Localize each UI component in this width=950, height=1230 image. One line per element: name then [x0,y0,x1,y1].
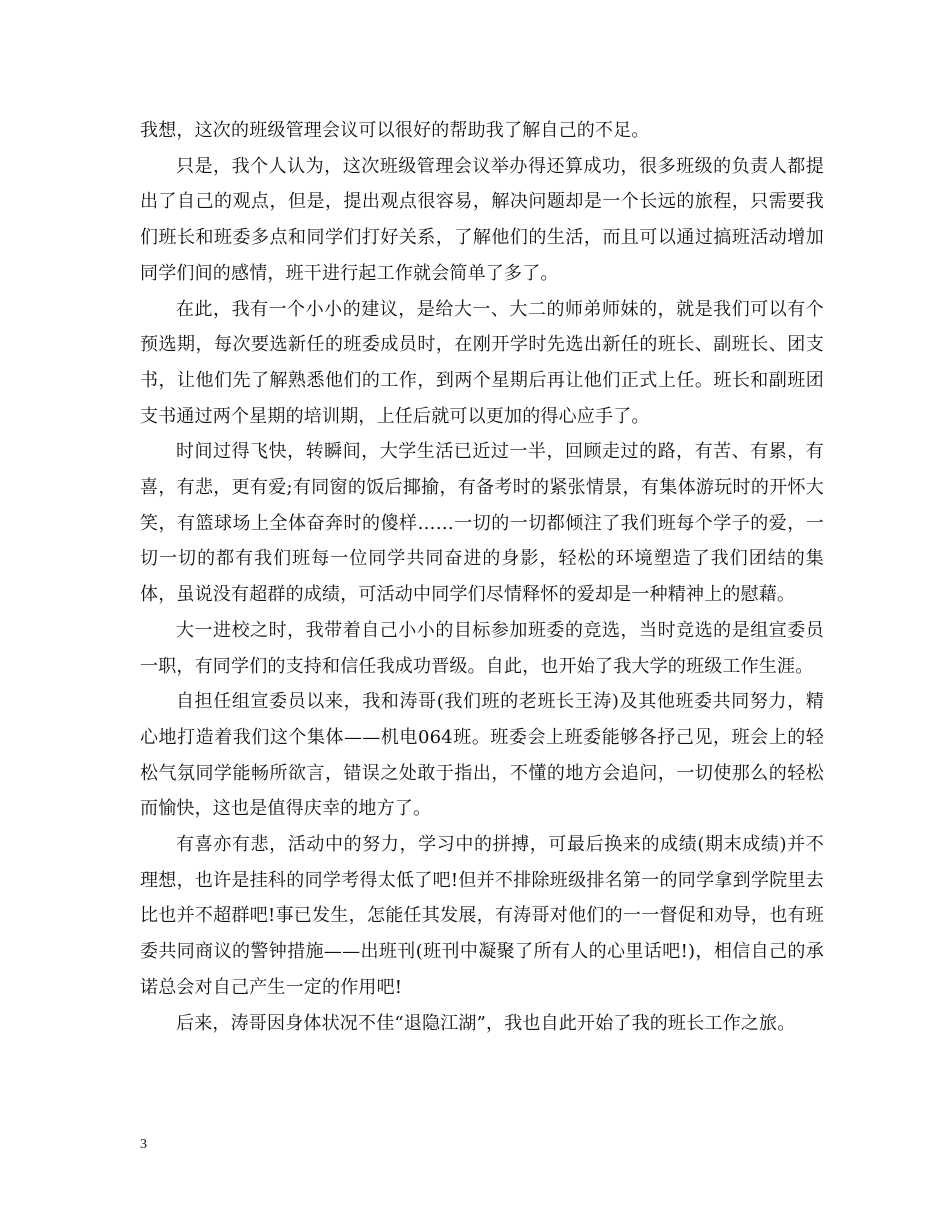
paragraph-3: 在此，我有一个小小的建议，是给大一、大二的师弟师妹的，就是我们可以有个预选期，每次要选新任的班委成员时，在刚开学时先选出新任的班长、副班长、团支书，让他们先了解熟悉他们的工作，到两个星期后再让他们正式上任。班长和副班团支书通过两个星期的培训期，上任后就可以更加的得心应手了。 [140,298,824,427]
body-text [140,113,824,1041]
paragraph-1: 我想，这次的班级管理会议可以很好的帮助我了解自己的不足。 [140,120,650,141]
paragraph-5: 大一进校之时，我带着自己小小的目标参加班委的竞选，当时竞选的是组宣委员一职，有同学们的支持和信任我成功晋级。自此，也开始了我大学的班级工作生涯。 [140,619,824,677]
page-number: 3 [140,1137,147,1152]
paragraph-6: 自担任组宣委员以来，我和涛哥(我们班的老班长王涛)及其他班委共同努力，精心地打造着我们这个集体——机电064班。班委会上班委能够各抒己见，班会上的轻松气氛同学能畅所欲言，错误之处敢于指出，不懂的地方会追问，一切使那么的轻松而愉快，这也是值得庆幸的地方了。 [140,691,824,820]
paragraph-4: 时间过得飞快，转瞬间，大学生活已近过一半，回顾走过的路，有苦、有累，有喜，有悲，更有爱;有同窗的饭后揶揄，有备考时的紧张情景，有集体游玩时的开怀大笑，有篮球场上全体奋奔时的傻样……一切的一切都倾注了我们班每个学子的爱，一切一切的都有我们班每一位同学共同奋进的身影，轻松的环境塑造了我们团结的集体，虽说没有超群的成绩，可活动中同学们尽情释怀的爱却是一种精神上的慰藉。 [140,441,824,606]
paragraph-7: 有喜亦有悲，活动中的努力，学习中的拼搏，可最后换来的成绩(期末成绩)并不理想，也许是挂科的同学考得太低了吧!但并不排除班级排名第一的同学拿到学院里去比也并不超群吧!事已发生，怎能任其发展，有涛哥对他们的一一督促和劝导，也有班委共同商议的警钟措施——出班刊(班刊中凝聚了所有人的心里话吧!)，相信自己的承诺总会对自己产生一定的作用吧! [140,834,824,998]
paragraph-2: 只是，我个人认为，这次班级管理会议举办得还算成功，很多班级的负责人都提出了自己的观点，但是，提出观点很容易，解决问题却是一个长远的旅程，只需要我们班长和班委多点和同学们打好关系，了解他们的生活，而且可以通过搞班活动增加同学们间的感情，班干进行起工作就会简单了多了。 [140,155,824,284]
paragraph-8: 后来，涛哥因身体状况不佳“退隐江湖”，我也自此开始了我的班长工作之旅。 [176,1012,796,1034]
